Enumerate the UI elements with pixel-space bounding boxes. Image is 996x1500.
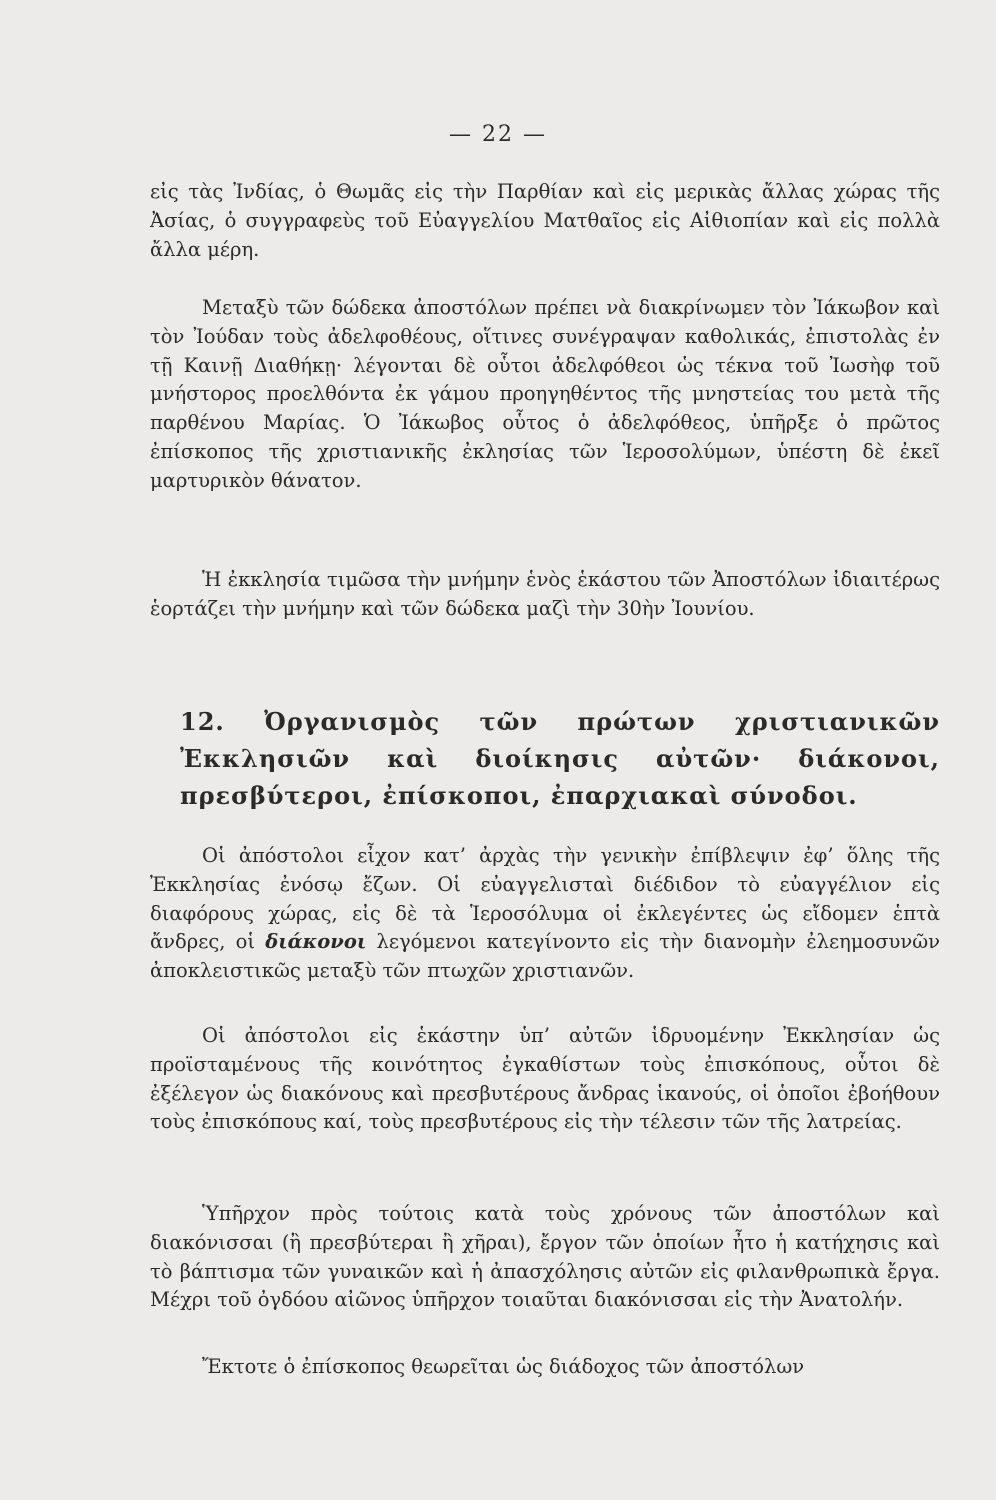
page-number: — 22 — [449,122,547,147]
paragraph: εἰς τὰς Ἰνδίας, ὁ Θωμᾶς εἰς τὴν Παρθίαν καὶ εἰς μερικὰς ἄλλας χώρας τῆς Ἀσίας, ὁ συγγραφεὺς τοῦ Εὐαγγελίου Ματθαῖος εἰς Αἰθιοπίαν καὶ εἰς πολλὰ ἄλλα μέρη. [150,180,940,261]
paragraph: Ἡ ἐκκλησία τιμῶσα τὴν μνήμην ἑνὸς ἑκάστου τῶν Ἀποστόλων ἰδιαιτέρως ἑορτάζει τὴν μνήμην καὶ τῶν δώδεκα μαζὶ τὴν 30ὴν Ἰουνίου. [150,568,940,620]
paragraph [150,842,940,986]
paragraph: Ὑπῆρχον πρὸς τούτοις κατὰ τοὺς χρόνους τῶν ἀποστόλων καὶ διακόνισσαι (ἢ πρεσβύτεραι ἢ χῆραι), ἔργον τῶν ὁποίων ἦτο ἡ κατήχησις καὶ τὸ βάπτισμα τῶν γυναικῶν καὶ ἡ ἀπασχόλησις αὐτῶν εἰς φιλανθρωπικὰ ἔργα. Μέχρι τοῦ ὀγδόου αἰῶνος ὑπῆρχον τοιαῦται διακόνισσαι εἰς τὴν Ἀνατολήν. [150,1202,940,1312]
paragraph: Μεταξὺ τῶν δώδεκα ἀποστόλων πρέπει νὰ διακρίνωμεν τὸν Ἰάκωβον καὶ τὸν Ἰούδαν τοὺς ἀδελφοθέους, οἵτινες συνέγραψαν καθολικάς, ἐπιστολὰς ἐν τῇ Καινῇ Διαθήκῃ· λέγονται δὲ οὗτοι ἀδελφόθεοι ὡς τέκνα τοῦ Ἰωσὴφ τοῦ μνήστορος προελθόντα ἐκ γάμου προηγηθέντος τῆς μνηστείας του μετὰ τῆς παρθένου Μαρίας. Ὁ Ἰάκωβος οὗτος ὁ ἀδελφόθεος, ὑπῆρξε ὁ πρῶτος ἐπίσκοπος τῆς χριστιανικῆς ἐκλησίας τῶν Ἱεροσολύμων, ὑπέστη δὲ ἐκεῖ μαρτυρικὸν θάνατον. [150,296,940,492]
paragraph-text: λεγόμενοι κατεγίνοντο εἰς τὴν διανομὴν ἐλεημοσυνῶν ἀποκλειστικῶς μεταξὺ τῶν πτωχῶν χριστιανῶν. [150,930,941,983]
paragraph: Ἔκτοτε ὁ ἐπίσκοπος θεωρεῖται ὡς διάδοχος τῶν ἀποστόλων [202,1355,805,1378]
paragraph: Οἱ ἀπόστολοι εἰς ἑκάστην ὑπ’ αὐτῶν ἱδρυομένην Ἐκκλησίαν ὡς προϊσταμένους τῆς κοινότητος ἐγκαθίστων τοὺς ἐπισκόπους, οὗτοι δὲ ἐξέλεγον ὡς διακόνους καὶ πρεσβυτέρους ἄνδρας ἱκανούς, οἱ ὁποῖοι ἐβοήθουν τοὺς ἐπισκόπους καί, τοὺς πρεσβυτέρους εἰς τὴν τέλεσιν τῶν τῆς λατρείας. [150,1024,940,1134]
emphasized-term: διάκονοι [265,930,367,954]
paragraph-text: Οἱ ἀπόστολοι εἶχον κατ’ ἀρχὰς τὴν γενικὴν ἐπίβλεψιν ἐφ’ ὅλης τῆς Ἐκκλησίας ἐνόσῳ ἔζων. Οἱ εὐαγγελισταὶ διέδιδον τὸ εὐαγγέλιον εἰς διαφόρους χώρας, εἰς δὲ τὰ Ἱεροσόλυμα οἱ ἐκλεγέντες ὡς εἴδομεν ἑπτὰ ἄνδρες, οἱ [150,844,940,954]
section-heading: 12. Ὀργανισμὸς τῶν πρώτων χριστιανικῶν Ἐκκλησιῶν καὶ διοίκησις αὐτῶν· διάκονοι, πρεσβύτεροι, ἐπίσκοποι, ἐπαρχιακαὶ σύνοδοι. [180,707,940,810]
